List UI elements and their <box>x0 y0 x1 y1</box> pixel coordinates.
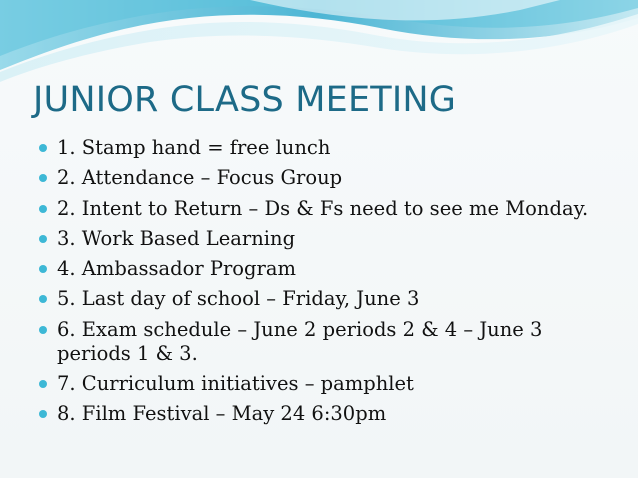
list-item <box>39 227 619 251</box>
list-item <box>39 402 619 426</box>
agenda-list <box>39 136 619 433</box>
bullet-icon <box>39 205 47 213</box>
list-item <box>39 166 619 190</box>
list-item <box>39 136 619 160</box>
bullet-icon <box>39 410 47 418</box>
list-item <box>39 287 619 311</box>
list-item-text: 1. Stamp hand = free lunch <box>57 136 331 159</box>
bullet-icon <box>39 174 47 182</box>
bullet-icon <box>39 326 47 334</box>
bullet-icon <box>39 380 47 388</box>
bullet-icon <box>39 144 47 152</box>
list-item-text: 2. Attendance – Focus Group <box>57 166 343 190</box>
list-item <box>39 257 619 281</box>
list-item <box>39 197 619 221</box>
list-item-text: 8. Film Festival – May 24 6:30pm <box>57 402 387 426</box>
bullet-icon <box>39 235 47 243</box>
bullet-icon <box>39 265 47 273</box>
bullet-icon <box>39 295 47 303</box>
list-item-text: 6. Exam schedule – June 2 periods 2 & 4 – June 3 periods 1 & 3. <box>57 317 543 365</box>
list-item <box>39 318 619 366</box>
list-item-text: 4. Ambassador Program <box>57 257 296 281</box>
list-item <box>39 372 619 396</box>
header-wave-decoration <box>0 0 638 90</box>
list-item-text: 7. Curriculum initiatives – pamphlet <box>57 372 414 396</box>
list-item-text: 3. Work Based Learning <box>57 226 296 250</box>
list-item-text: 5. Last day of school – Friday, June 3 <box>57 287 420 311</box>
slide-title: JUNIOR CLASS MEETING <box>33 80 457 120</box>
list-item-text: 2. Intent to Return – Ds & Fs need to see me Monday. <box>57 196 589 220</box>
